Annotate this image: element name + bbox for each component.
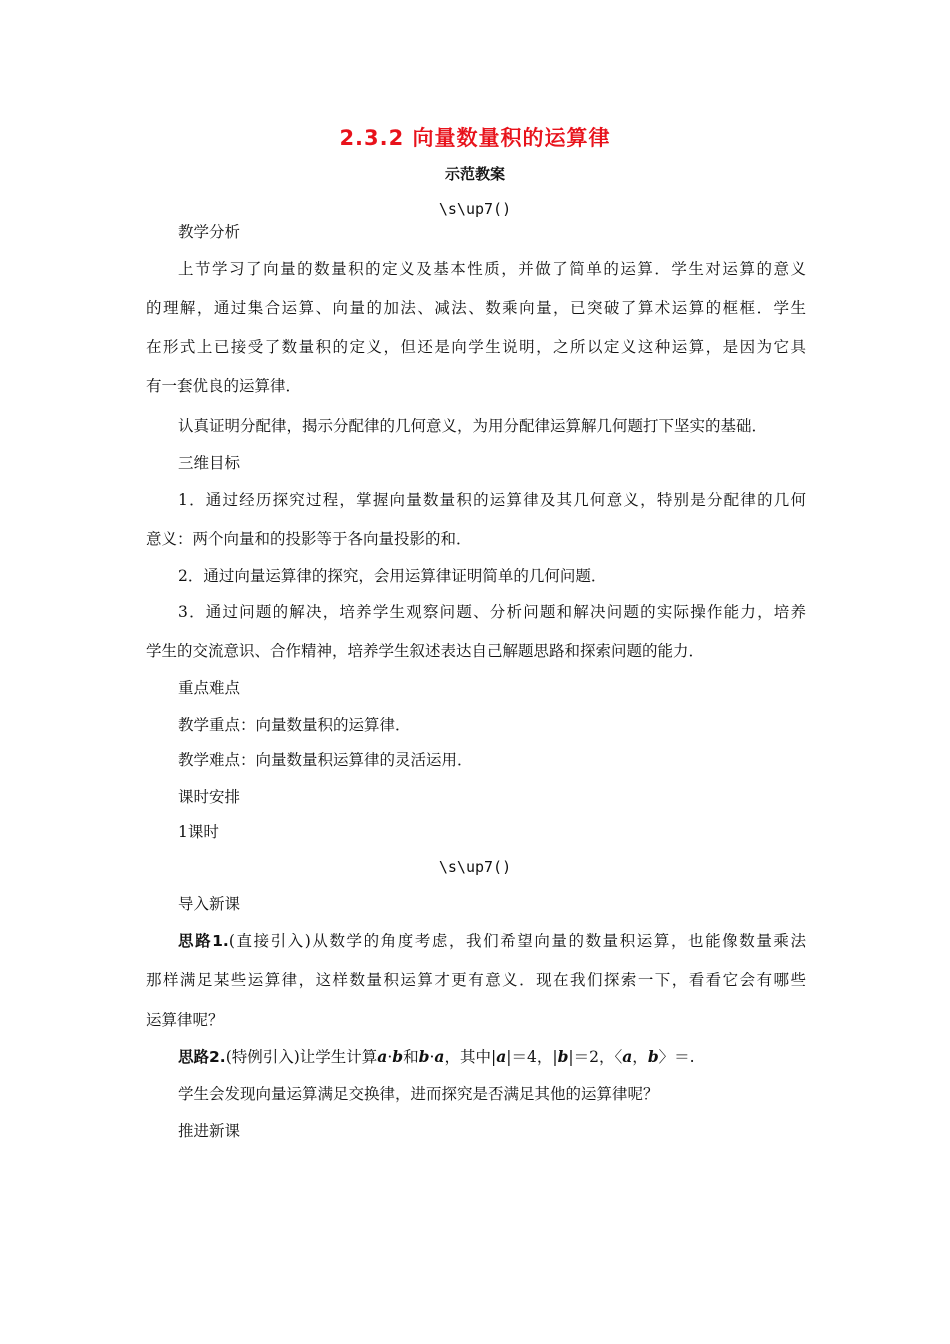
analysis-line-2: 的理解，通过集合运算、向量的加法、减法、数乘向量，已突破了算术运算的框框．学生 (146, 299, 806, 317)
idea-1-line-1 (178, 931, 806, 951)
analysis-line-4: 有一套优良的运算律． (146, 377, 302, 395)
section-heading-keypoints: 重点难点 (178, 679, 241, 697)
section-heading-advance: 推进新课 (178, 1122, 241, 1140)
document-title: 2.3.2 向量数量积的运算律 (339, 126, 611, 150)
vector-a: a (496, 1047, 507, 1066)
idea-1-label: 思路1. (178, 932, 229, 950)
document-subtitle: 示范教案 (444, 165, 505, 183)
goal-1-line-1: 1．通过经历探究过程，掌握向量数量积的运算律及其几何意义，特别是分配律的几何 (178, 491, 806, 509)
idea-2-follow: 学生会发现向量运算满足交换律，进而探究是否满足其他的运算律呢？ (178, 1085, 659, 1103)
idea-2-text-mid: ，其中| (444, 1048, 497, 1066)
analysis-paragraph-2: 认真证明分配律，揭示分配律的几何意义，为用分配律运算解几何题打下坚实的基础． (178, 417, 768, 435)
idea-2-line (178, 1047, 695, 1067)
idea-2-eq-4: |＝4，| (506, 1048, 558, 1066)
idea-2-text-pre: (特例引入)让学生计算 (225, 1048, 378, 1066)
difficulty: 教学难点：向量数量积运算律的灵活运用． (178, 751, 473, 769)
section-heading-goals: 三维目标 (178, 454, 241, 472)
vector-a: a (377, 1047, 388, 1066)
schedule: 1课时 (178, 823, 219, 841)
idea-1-line-2: 那样满足某些运算律，这样数量积运算才更有意义．现在我们探索一下，看看它会有哪些 (146, 971, 806, 989)
vector-b: b (647, 1047, 659, 1066)
idea-2-comma: ， (632, 1048, 648, 1066)
idea-2-and: 和 (403, 1048, 419, 1066)
key-point: 教学重点：向量数量积的运算律． (178, 716, 411, 734)
analysis-line-3: 在形式上已接受了数量积的定义，但还是向学生说明，之所以定义这种运算，是因为它具 (146, 338, 806, 356)
goal-3-line-1: 3．通过问题的解决，培养学生观察问题、分析问题和解决问题的实际操作能力，培养 (178, 603, 806, 621)
dot-operator: · (387, 1048, 393, 1066)
idea-2-end: 〉＝. (658, 1048, 695, 1066)
section-heading-schedule: 课时安排 (178, 788, 241, 806)
field-code-2: \s\up7() (438, 858, 512, 876)
goal-2: 2．通过向量运算律的探究，会用运算律证明简单的几何问题． (178, 567, 607, 585)
goal-3-line-2: 学生的交流意识、合作精神，培养学生叙述表达自己解题思路和探索问题的能力． (146, 642, 705, 660)
vector-b: b (557, 1047, 569, 1066)
vector-b: b (418, 1047, 430, 1066)
idea-1-line-3: 运算律呢？ (146, 1011, 224, 1029)
section-heading-analysis: 教学分析 (178, 223, 241, 241)
idea-1-text: (直接引入)从数学的角度考虑，我们希望向量的数量积运算，也能像数量乘法 (228, 932, 806, 950)
vector-b: b (392, 1047, 404, 1066)
goal-1-line-2: 意义：两个向量和的投影等于各向量投影的和． (146, 530, 472, 548)
field-code-1: \s\up7() (438, 200, 512, 218)
idea-2-eq-2: |＝2，〈 (568, 1048, 623, 1066)
idea-2-label: 思路2. (178, 1048, 226, 1066)
dot-operator: · (429, 1048, 435, 1066)
vector-a: a (434, 1047, 445, 1066)
analysis-line-1: 上节学习了向量的数量积的定义及基本性质，并做了简单的运算．学生对运算的意义 (178, 260, 806, 278)
section-heading-intro: 导入新课 (178, 895, 241, 913)
vector-a: a (622, 1047, 633, 1066)
